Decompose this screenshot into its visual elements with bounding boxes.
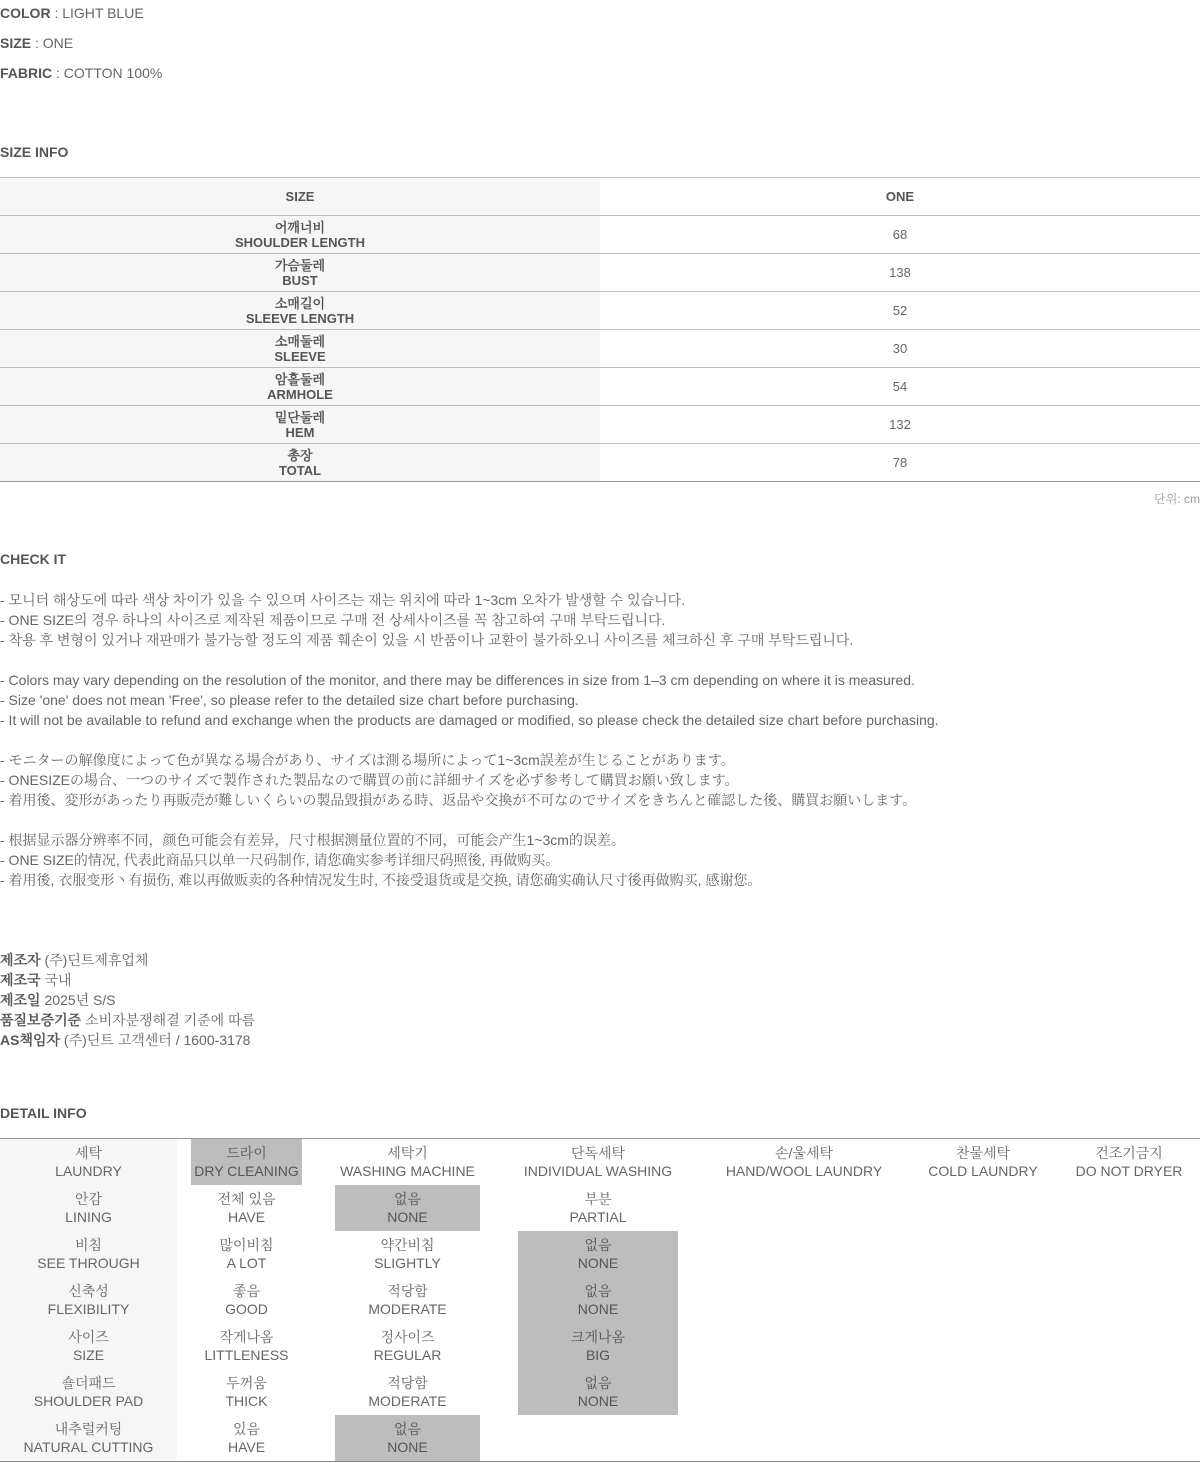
detail-text-en: NONE: [577, 1255, 619, 1271]
detail-text-en: INDIVIDUAL WASHING: [523, 1163, 673, 1179]
size-row: [0, 216, 1200, 254]
size-row-value: 30: [600, 330, 1200, 368]
detail-option: [1058, 1139, 1200, 1185]
detail-text-en: DO NOT DRYER: [1075, 1163, 1183, 1179]
size-row-label: [0, 368, 600, 406]
note-line: - 着用後, 衣服变形丶有损伤, 难以再做贩卖的各种情况发生时, 不接受退货或是交换, 请您确实确认尺寸後再做购买, 感谢您。: [0, 872, 762, 888]
detail-text-ko: 없음: [393, 1421, 422, 1437]
size-label-en: SLEEVE: [274, 348, 326, 364]
spec-value: : ONE: [31, 35, 74, 51]
detail-row: [0, 1277, 1200, 1323]
size-table: [0, 177, 1200, 482]
detail-option: [191, 1185, 302, 1231]
detail-text-ko: 손/울세탁: [775, 1145, 833, 1161]
detail-text-ko: 작게나옴: [219, 1329, 274, 1345]
mfr-value: 소비자분쟁해결 기준에 따름: [81, 1012, 256, 1028]
detail-text-en: HAND/WOOL LAUNDRY: [725, 1163, 883, 1179]
spec-value: : LIGHT BLUE: [50, 5, 144, 21]
detail-text-ko: 적당함: [387, 1375, 428, 1391]
detail-text-en: SIZE: [72, 1347, 105, 1363]
detail-text-ko: 없음: [393, 1191, 422, 1207]
detail-text-en: LAUNDRY: [55, 1163, 122, 1179]
mfr-key: 제조자: [0, 952, 41, 968]
mfr-line: [0, 990, 255, 1010]
detail-text-en: LINING: [65, 1209, 112, 1225]
spec-key: SIZE: [0, 35, 32, 51]
detail-text-en: PARTIAL: [569, 1209, 627, 1225]
detail-row-label: [0, 1277, 177, 1323]
size-unit-note: 단위: cm: [1154, 492, 1200, 506]
detail-text-ko: 신축성: [68, 1283, 109, 1299]
detail-row-label: [0, 1231, 177, 1277]
detail-option: [518, 1139, 678, 1185]
detail-option: [335, 1231, 480, 1277]
spec-key: FABRIC: [0, 65, 53, 81]
detail-text-ko: 세탁기: [387, 1145, 428, 1161]
size-row-value: 68: [600, 216, 1200, 254]
size-row-label: [0, 292, 600, 330]
detail-option: [191, 1231, 302, 1277]
detail-text-en: HAVE: [227, 1439, 266, 1455]
mfr-value: (주)딘트 고객센터 / 1600-3178: [60, 1032, 251, 1048]
detail-row: [0, 1369, 1200, 1415]
detail-option: [908, 1139, 1058, 1185]
spec-color: [0, 5, 144, 21]
detail-text-en: NATURAL CUTTING: [23, 1439, 154, 1455]
detail-option-selected: [191, 1139, 302, 1185]
detail-option-selected: [518, 1323, 678, 1369]
detail-text-en: COLD LAUNDRY: [928, 1163, 1038, 1179]
detail-option-selected: [518, 1369, 678, 1415]
detail-text-ko: 건조기금지: [1095, 1145, 1163, 1161]
detail-text-ko: 없음: [584, 1375, 612, 1391]
size-label-en: SHOULDER LENGTH: [235, 234, 365, 250]
size-label-en: TOTAL: [278, 462, 322, 478]
detail-option: [700, 1139, 908, 1185]
detail-text-ko: 내추럴커팅: [54, 1421, 123, 1437]
mfr-key: AS책임자: [0, 1032, 61, 1048]
manufacturer-info: [0, 950, 255, 1050]
detail-option: [191, 1323, 302, 1369]
detail-text-ko: 드라이: [226, 1145, 267, 1161]
detail-text-ko: 사이즈: [68, 1329, 109, 1345]
detail-text-en: MODERATE: [368, 1301, 447, 1317]
detail-option-selected: [518, 1231, 678, 1277]
detail-text-en: MODERATE: [368, 1393, 447, 1409]
detail-text-en: WASHING MACHINE: [340, 1163, 475, 1179]
detail-text-en: REGULAR: [373, 1347, 442, 1363]
detail-text-ko: 찬물세탁: [955, 1145, 1011, 1161]
detail-option: [518, 1185, 678, 1231]
detail-text-en: BIG: [585, 1347, 611, 1363]
size-row-label: [0, 444, 600, 482]
check-it-title: CHECK IT: [0, 551, 67, 567]
detail-text-en: FLEXIBILITY: [47, 1301, 130, 1317]
detail-text-ko: 단독세탁: [570, 1145, 626, 1161]
detail-option: [335, 1139, 480, 1185]
detail-option-selected: [518, 1277, 678, 1323]
size-label-ko: 소매길이: [274, 295, 326, 311]
detail-row: [0, 1231, 1200, 1277]
detail-row-label: [0, 1369, 177, 1415]
detail-option: [191, 1415, 302, 1461]
size-label-en: BUST: [282, 272, 318, 288]
mfr-value: (주)딘트제휴업체: [40, 952, 149, 968]
detail-text-en: SHOULDER PAD: [33, 1393, 144, 1409]
detail-option: [191, 1369, 302, 1415]
detail-text-ko: 있음: [232, 1421, 261, 1437]
detail-option: [335, 1323, 480, 1369]
detail-text-en: HAVE: [227, 1209, 266, 1225]
detail-info-title: DETAIL INFO: [0, 1105, 87, 1121]
size-label-ko: 총장: [287, 447, 313, 463]
size-row-label: [0, 406, 600, 444]
detail-row-label: [0, 1415, 177, 1461]
size-header-value: ONE: [600, 178, 1200, 216]
size-row: [0, 444, 1200, 482]
size-row: [0, 292, 1200, 330]
detail-text-en: NONE: [387, 1209, 428, 1225]
size-row: [0, 368, 1200, 406]
size-row: [0, 406, 1200, 444]
note-line: - 着用後、変形があったり再販売が難しいくらいの製品毀損がある時、返品や交換が不可なのでサイズをきちんと確認した後、購買お願いします。: [0, 792, 917, 808]
mfr-key: 제조일: [0, 992, 41, 1008]
detail-text-en: SEE THROUGH: [37, 1255, 140, 1271]
size-row: [0, 254, 1200, 292]
size-label-en: HEM: [285, 424, 315, 440]
detail-row-label: [0, 1185, 177, 1231]
size-header-label: SIZE: [0, 178, 600, 216]
detail-text-ko: 크게나옴: [570, 1329, 626, 1345]
detail-text-ko: 없음: [584, 1237, 612, 1253]
mfr-line: [0, 970, 255, 990]
detail-text-en: SLIGHTLY: [374, 1255, 441, 1271]
size-label-ko: 어깨너비: [274, 219, 326, 235]
size-label-ko: 가슴둘레: [274, 257, 326, 273]
detail-text-en: A LOT: [226, 1255, 267, 1271]
note-line: - 착용 후 변형이 있거나 재판매가 불가능할 정도의 제품 훼손이 있을 시 반품이나 교환이 불가하오니 사이즈를 체크하신 후 구매 부탁드립니다.: [0, 632, 854, 648]
size-row-value: 138: [600, 254, 1200, 292]
detail-text-en: LITTLENESS: [204, 1347, 289, 1363]
detail-text-ko: 안감: [74, 1191, 103, 1207]
size-row-value: 54: [600, 368, 1200, 406]
size-row-label: [0, 216, 600, 254]
mfr-value: 국내: [40, 972, 72, 988]
detail-text-ko: 적당함: [387, 1283, 428, 1299]
mfr-key: 제조국: [0, 972, 41, 988]
detail-text-en: NONE: [577, 1393, 619, 1409]
size-row: [0, 330, 1200, 368]
detail-text-ko: 좋음: [232, 1283, 261, 1299]
note-line: - ONE SIZE의 경우 하나의 사이즈로 제작된 제품이므로 구매 전 상세사이즈를 꼭 참고하여 구매 부탁드립니다.: [0, 612, 666, 628]
size-row-value: 78: [600, 444, 1200, 482]
size-row-label: [0, 330, 600, 368]
size-label-en: ARMHOLE: [267, 386, 333, 402]
note-line: - 根据显示器分辨率不同，颜色可能会有差异，尺寸根据测量位置的不同，可能会产生1~3cm的误差。: [0, 832, 625, 848]
mfr-line: [0, 1010, 255, 1030]
size-label-ko: 암홀둘레: [274, 371, 326, 387]
size-label-ko: 밑단둘레: [274, 409, 326, 425]
size-label-ko: 소매둘레: [274, 333, 326, 349]
detail-option-selected: [335, 1415, 480, 1461]
detail-text-en: NONE: [577, 1301, 619, 1317]
note-line: - ONE SIZE的情况, 代表此商品只以单一尺码制作, 请您确实参考详细尺码照後, 再做购买。: [0, 852, 560, 868]
size-row-value: 132: [600, 406, 1200, 444]
mfr-line: [0, 950, 255, 970]
detail-option: [191, 1277, 302, 1323]
mfr-key: 품질보증기준: [0, 1012, 82, 1028]
detail-text-ko: 세탁: [74, 1145, 103, 1161]
detail-text-ko: 비침: [74, 1237, 103, 1253]
detail-row: [0, 1139, 1200, 1185]
size-row-value: 52: [600, 292, 1200, 330]
detail-text-ko: 부분: [584, 1191, 612, 1207]
detail-row: [0, 1415, 1200, 1461]
note-line: - ONESIZEの場合、一つのサイズで製作された製品なので購買の前に詳細サイズを必ず参考して購買お願い致します。: [0, 772, 739, 788]
mfr-value: 2025년 S/S: [40, 992, 116, 1008]
detail-text-en: DRY CLEANING: [194, 1163, 299, 1179]
detail-text-ko: 전체 있음: [217, 1191, 276, 1207]
spec-key: COLOR: [0, 5, 51, 21]
detail-text-en: NONE: [387, 1439, 428, 1455]
detail-option-selected: [335, 1185, 480, 1231]
note-line: - モニターの解像度によって色が異なる場合があり、サイズは測る場所によって1~3cm誤差が生じることがあります。: [0, 752, 735, 768]
spec-size: [0, 35, 73, 51]
detail-text-en: GOOD: [225, 1301, 268, 1317]
detail-text-ko: 숄더패드: [61, 1375, 116, 1391]
detail-row-label: [0, 1323, 177, 1369]
note-line: - Size 'one' does not mean 'Free', so please refer to the detailed size chart before purchasing.: [0, 692, 579, 708]
detail-row-label: [0, 1139, 177, 1185]
spec-value: : COTTON 100%: [52, 65, 163, 81]
note-line: - It will not be available to refund and exchange when the products are damaged or modified, so please check the detailed size chart before purchasing.: [0, 712, 939, 728]
detail-text-ko: 약간비침: [380, 1237, 435, 1253]
detail-text-en: THICK: [225, 1393, 268, 1409]
mfr-line: [0, 1030, 255, 1050]
detail-text-ko: 정사이즈: [380, 1329, 435, 1345]
size-row-label: [0, 254, 600, 292]
size-label-en: SLEEVE LENGTH: [245, 310, 355, 326]
check-it-notes: [0, 590, 939, 890]
detail-row: [0, 1185, 1200, 1231]
detail-info-grid: [0, 1138, 1200, 1463]
detail-text-ko: 없음: [584, 1283, 612, 1299]
detail-option: [335, 1277, 480, 1323]
detail-text-ko: 많이비침: [219, 1237, 274, 1253]
detail-option: [335, 1369, 480, 1415]
detail-row: [0, 1323, 1200, 1369]
detail-text-ko: 두꺼움: [226, 1375, 267, 1391]
note-line: - 모니터 해상도에 따라 색상 차이가 있을 수 있으며 사이즈는 재는 위치에 따라 1~3cm 오차가 발생할 수 있습니다.: [0, 592, 686, 608]
size-info-title: SIZE INFO: [0, 144, 69, 160]
note-line: - Colors may vary depending on the resolution of the monitor, and there may be differences in size from 1–3 cm depending on where it is measured.: [0, 672, 915, 688]
spec-fabric: [0, 65, 162, 81]
size-table-header: [0, 178, 1200, 216]
